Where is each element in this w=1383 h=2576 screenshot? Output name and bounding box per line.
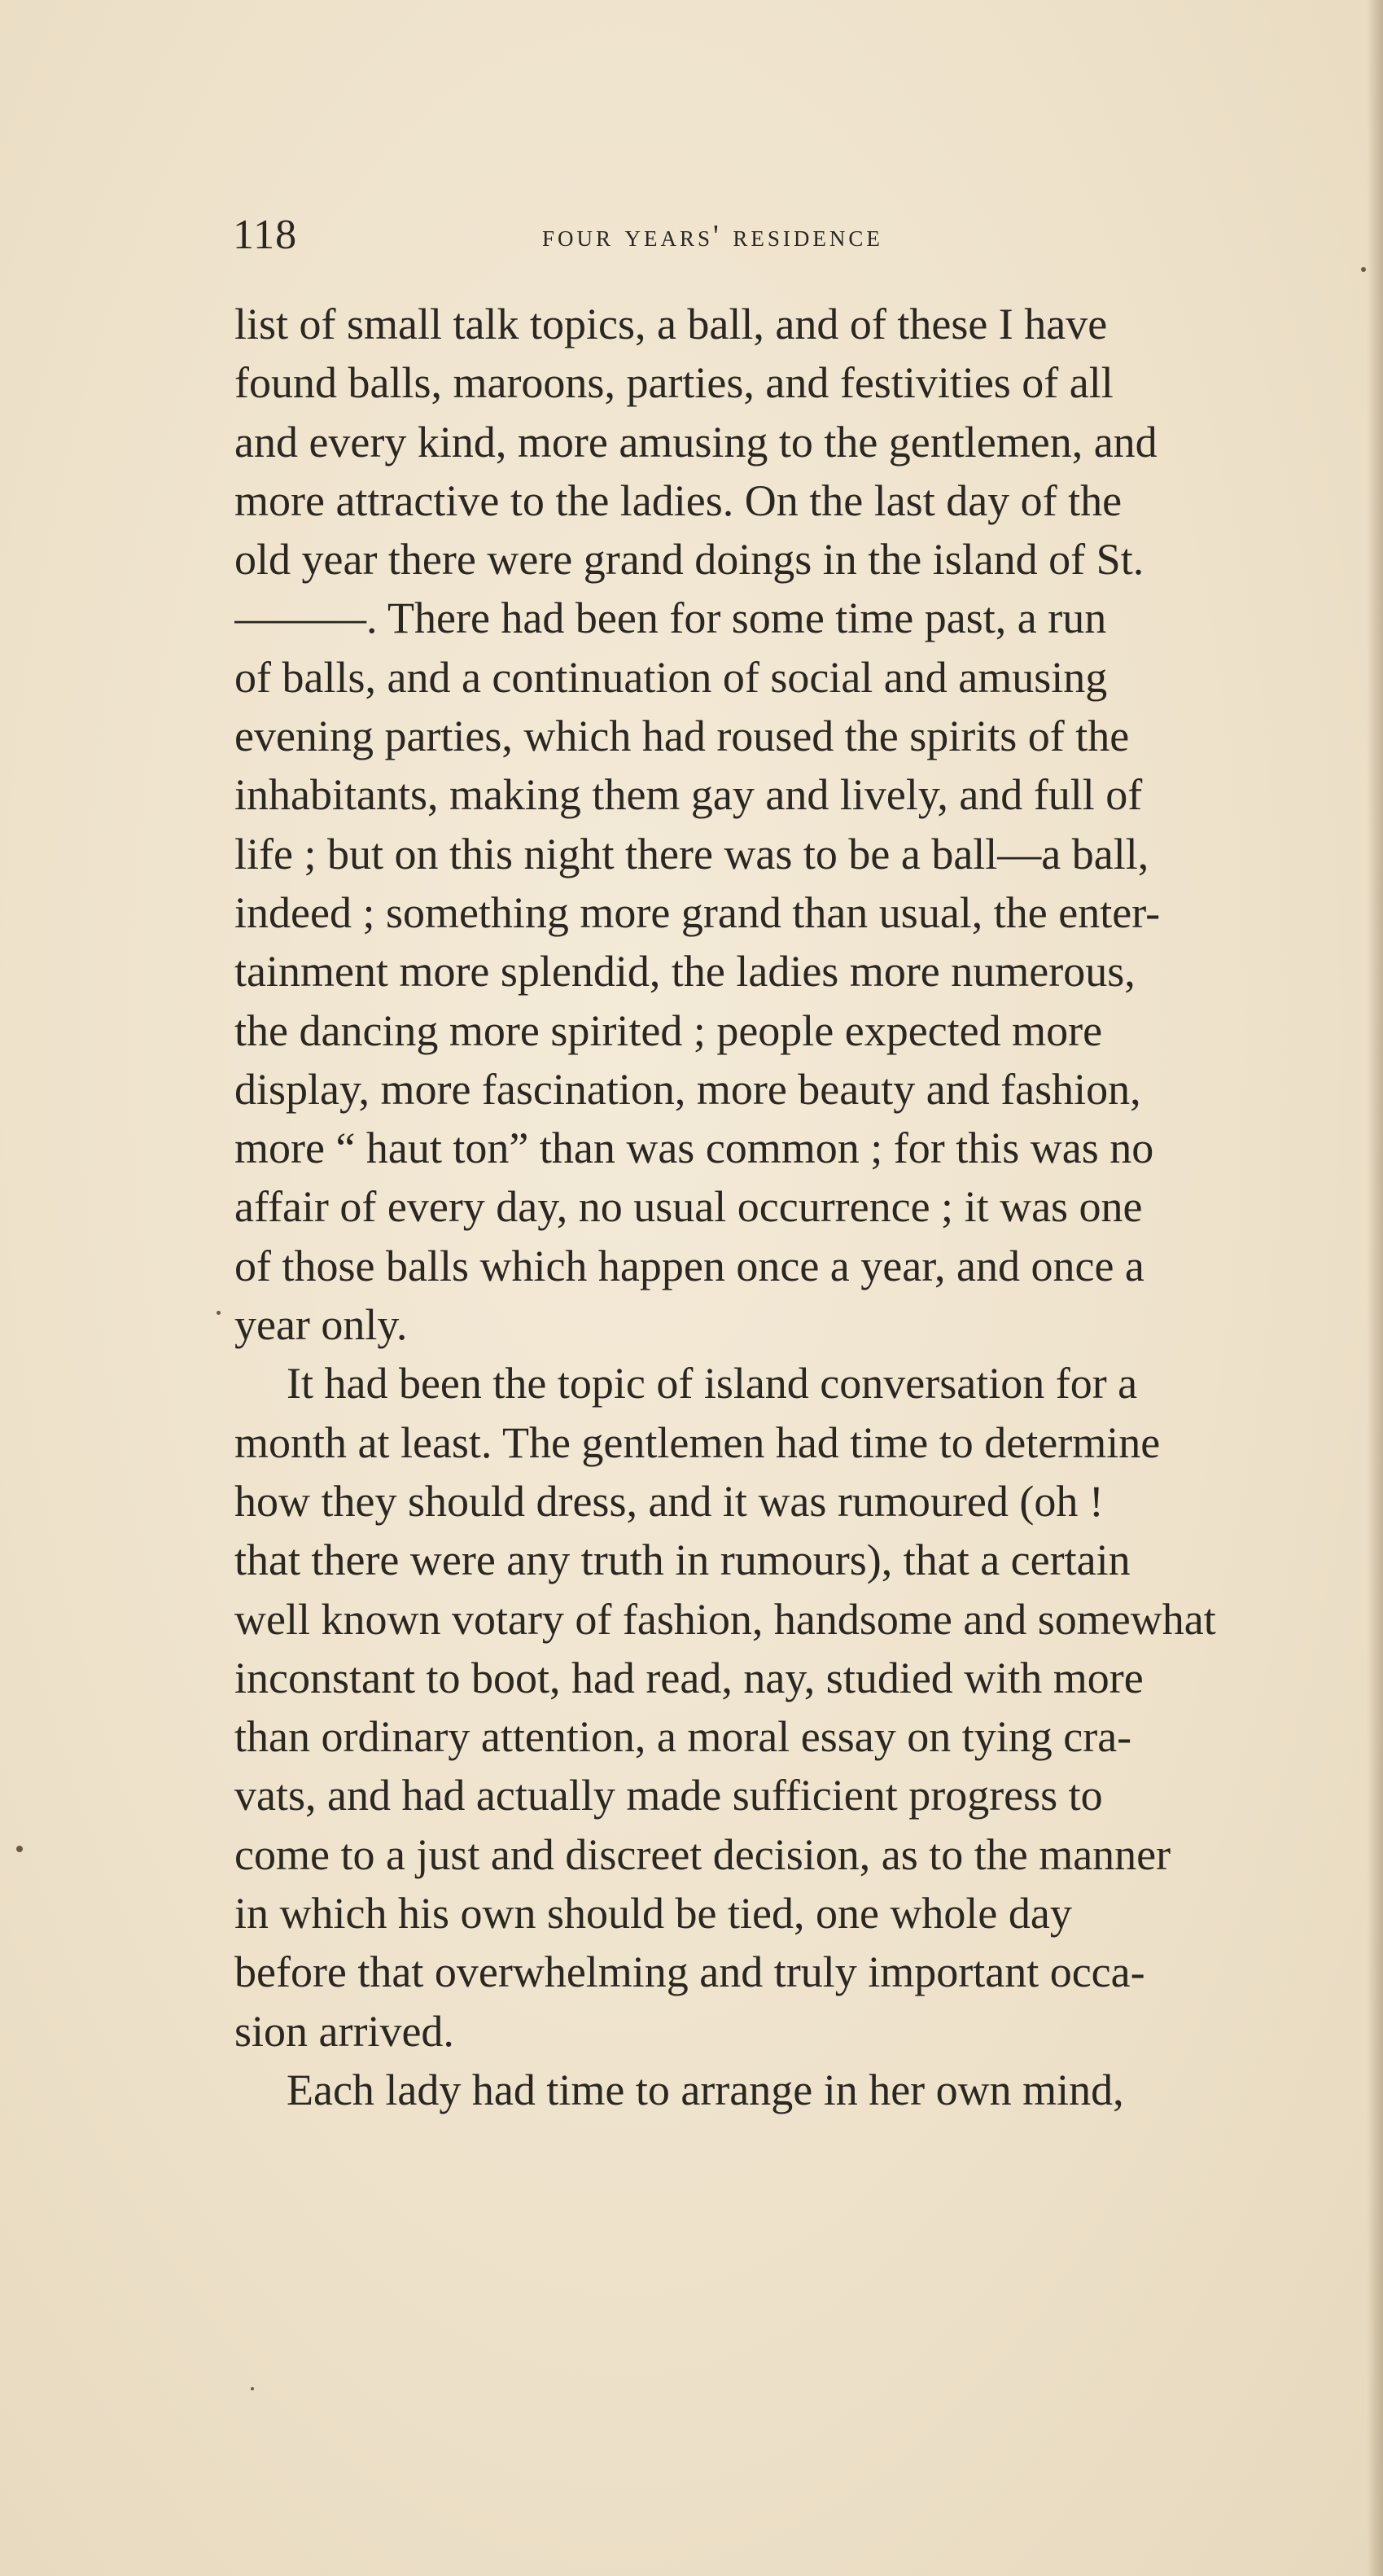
paper-speck xyxy=(217,1311,221,1315)
text-line: indeed ; something more grand than usual, the enter- xyxy=(234,887,1161,937)
text-line: list of small talk topics, a ball, and of these I have xyxy=(234,300,1108,348)
text-line: display, more fascination, more beauty and fashion, xyxy=(234,1064,1141,1114)
paragraph-start-line: Each lady had time to arrange in her own mind, xyxy=(287,2065,1124,2114)
text-line: evening parties, which had roused the spirits of the xyxy=(234,712,1130,761)
text-line: year only. xyxy=(234,1300,408,1350)
text-line: ———. There had been for some time past, a run xyxy=(234,594,1107,643)
text-line: old year there were grand doings in the island of St. xyxy=(234,535,1144,585)
text-line: inconstant to boot, had read, nay, studied with more xyxy=(234,1653,1144,1702)
text-line: tainment more splendid, the ladies more numerous, xyxy=(234,947,1136,997)
paper-speck xyxy=(16,1846,23,1852)
text-line: more “ haut ton” than was common ; for this was no xyxy=(234,1124,1154,1173)
text-line: inhabitants, making them gay and lively, and full of xyxy=(234,770,1143,820)
text-line: found balls, maroons, parties, and festivities of all xyxy=(234,358,1114,408)
text-line: vats, and had actually made sufficient progress to xyxy=(234,1771,1103,1820)
paper-speck xyxy=(251,2387,254,2390)
text-line: the dancing more spirited ; people expected more xyxy=(234,1005,1103,1055)
text-line: that there were any truth in rumours), that a certain xyxy=(234,1536,1131,1585)
text-line: sion arrived. xyxy=(234,2006,454,2056)
text-line: and every kind, more amusing to the gentlemen, and xyxy=(234,417,1158,467)
text-line: than ordinary attention, a moral essay on tying cra- xyxy=(234,1712,1132,1762)
paper-speck xyxy=(1361,267,1366,272)
text-line: before that overwhelming and truly important occa- xyxy=(234,1947,1145,1997)
page-number: 118 xyxy=(233,212,298,258)
page-header xyxy=(233,207,1372,264)
body-text xyxy=(234,295,1374,2119)
text-line: well known votary of fashion, handsome and somewhat xyxy=(234,1594,1216,1644)
text-line: month at least. The gentlemen had time to determine xyxy=(234,1417,1161,1467)
text-line: affair of every day, no usual occurrence ; it was one xyxy=(234,1182,1143,1232)
text-line: more attractive to the ladies. On the last day of the xyxy=(234,475,1123,525)
running-head: four years' residence xyxy=(542,219,883,253)
text-line: life ; but on this night there was to be a ball—a ball, xyxy=(234,829,1149,878)
text-line: in which his own should be tied, one whole day xyxy=(234,1889,1072,1939)
text-line: of those balls which happen once a year, and once a xyxy=(234,1241,1144,1290)
text-line: come to a just and discreet decision, as to the manner xyxy=(234,1829,1171,1879)
text-line: of balls, and a continuation of social and amusing xyxy=(234,652,1108,702)
text-line: how they should dress, and it was rumoured (oh ! xyxy=(234,1476,1104,1526)
paragraph-start-line: It had been the topic of island conversation for a xyxy=(287,1359,1138,1408)
